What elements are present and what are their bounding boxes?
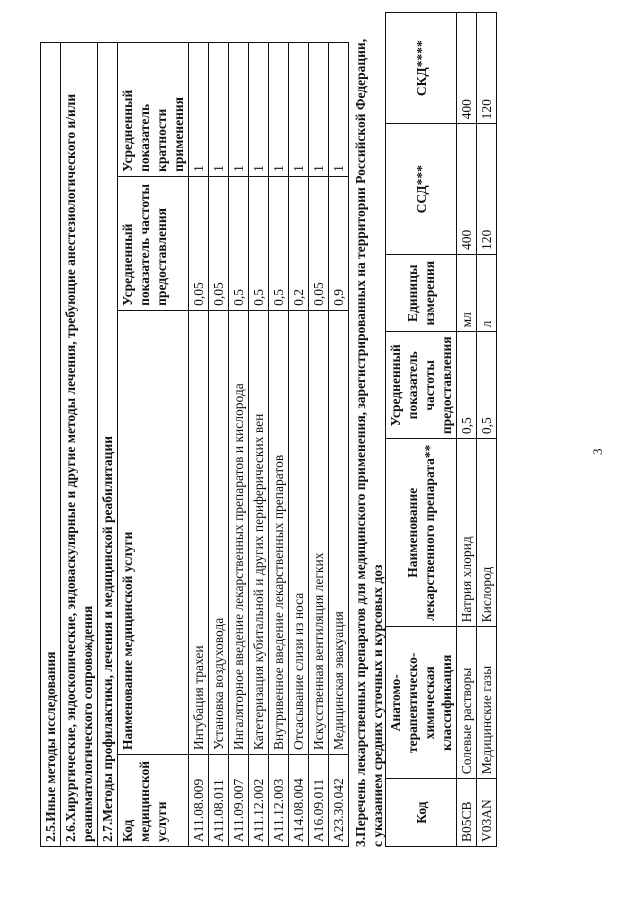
service-name: Искусственная вентиляция легких [309, 310, 329, 754]
medications-table [385, 12, 497, 847]
service-code: A23.30.042 [329, 755, 349, 847]
service-code: A11.09.007 [229, 755, 249, 847]
drug-name: Натрия хлорид [457, 439, 477, 627]
service-frequency: 0,5 [249, 176, 269, 310]
table-row [477, 13, 497, 847]
service-multiplicity: 1 [229, 43, 249, 177]
service-multiplicity: 1 [269, 43, 289, 177]
table-row [457, 13, 477, 847]
header-frequency: Усредненный показатель частоты предоставления [386, 332, 457, 439]
header-multiplicity: Усредненный показатель кратности применения [118, 43, 189, 177]
service-code: A16.09.011 [309, 755, 329, 847]
service-frequency: 0,5 [229, 176, 249, 310]
table-row [249, 43, 269, 847]
header-name: Наименование медицинской услуги [118, 310, 189, 754]
service-multiplicity: 1 [189, 43, 209, 177]
service-multiplicity: 1 [289, 43, 309, 177]
table-header-row [386, 13, 457, 847]
section-2-5-title: 2.5.Иные методы исследования [41, 43, 61, 847]
section-row [98, 43, 118, 847]
service-name: Интубация трахеи [189, 310, 209, 754]
drug-unit: л [477, 254, 497, 331]
atc-group: Солевые растворы [457, 627, 477, 779]
service-name: Ингаляторное введение лекарственных препаратов и кислорода [229, 310, 249, 754]
medical-services-table [40, 42, 349, 847]
table-row [229, 43, 249, 847]
section-3-heading: 3.Перечень лекарственных препаратов для медицинского применения, зарегистрированных на территории Российской Федерации, с указанием средних суточных и курсовых доз [353, 38, 385, 847]
table-header-row [118, 43, 189, 847]
header-skd: СКД**** [386, 13, 457, 124]
drug-ssd: 120 [477, 124, 497, 255]
atc-code: B05CB [457, 779, 477, 847]
service-frequency: 0,05 [189, 176, 209, 310]
service-code: A11.12.003 [269, 755, 289, 847]
drug-ssd: 400 [457, 124, 477, 255]
section-2-7-title: 2.7.Методы профилактики, лечения и медицинской реабилитации [98, 43, 118, 847]
drug-name: Кислород [477, 439, 497, 627]
atc-group: Медицинские газы [477, 627, 497, 779]
service-name: Медицинская эвакуация [329, 310, 349, 754]
service-frequency: 0,05 [209, 176, 229, 310]
header-ssd: ССД*** [386, 124, 457, 255]
service-name: Внутривенное введение лекарственных препаратов [269, 310, 289, 754]
service-name: Установка воздуховода [209, 310, 229, 754]
header-atc: Анатомо-терапевтическо-химическая классификация [386, 627, 457, 779]
service-code: A14.08.004 [289, 755, 309, 847]
service-multiplicity: 1 [209, 43, 229, 177]
table-row [209, 43, 229, 847]
section-row [61, 43, 98, 847]
service-name: Катетеризация кубитальной и других периферических вен [249, 310, 269, 754]
section-2-6-title: 2.6.Хирургические, эндоскопические, эндоваскулярные и другие методы лечения, требующие анестезиологического и/или реаниматологического сопровождения [61, 43, 98, 847]
table-row [329, 43, 349, 847]
header-units: Единицы измерения [386, 254, 457, 331]
section-row [41, 43, 61, 847]
table-row [289, 43, 309, 847]
atc-code: V03AN [477, 779, 497, 847]
drug-skd: 400 [457, 13, 477, 124]
service-frequency: 0,9 [329, 176, 349, 310]
drug-frequency: 0,5 [477, 332, 497, 439]
service-name: Отсасывание слизи из носа [289, 310, 309, 754]
header-frequency: Усредненный показатель частоты предоставления [118, 176, 189, 310]
header-code: Код медицинской услуги [118, 755, 189, 847]
service-multiplicity: 1 [329, 43, 349, 177]
drug-unit: мл [457, 254, 477, 331]
page-number: 3 [590, 448, 605, 455]
header-drug-name: Наименование лекарственного препарата** [386, 439, 457, 627]
table-row [189, 43, 209, 847]
drug-skd: 120 [477, 13, 497, 124]
service-code: A11.08.011 [209, 755, 229, 847]
table-row [309, 43, 329, 847]
service-multiplicity: 1 [249, 43, 269, 177]
drug-frequency: 0,5 [457, 332, 477, 439]
service-frequency: 0,05 [309, 176, 329, 310]
service-multiplicity: 1 [309, 43, 329, 177]
table-row [269, 43, 289, 847]
header-code: Код [386, 779, 457, 847]
service-code: A11.12.002 [249, 755, 269, 847]
service-frequency: 0,2 [289, 176, 309, 310]
service-frequency: 0,5 [269, 176, 289, 310]
service-code: A11.08.009 [189, 755, 209, 847]
